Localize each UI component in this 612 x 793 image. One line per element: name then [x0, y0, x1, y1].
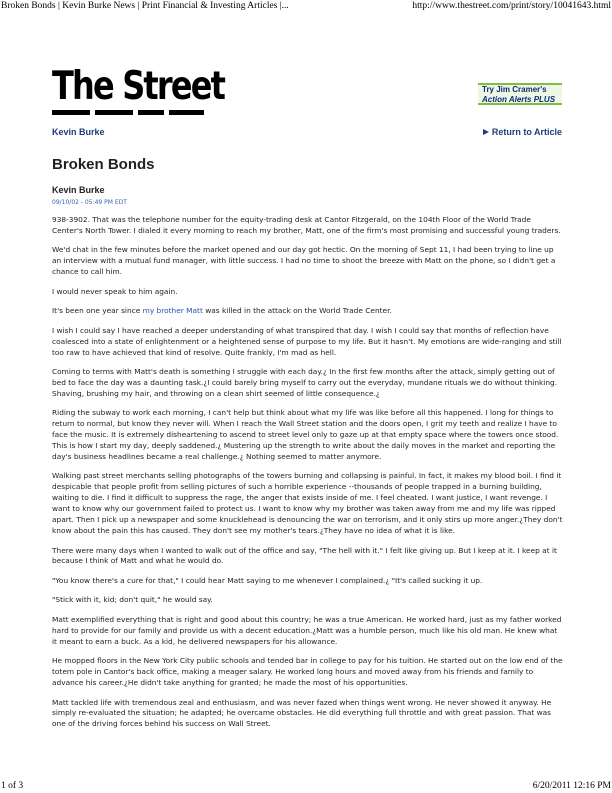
- paragraph: I would never speak to him again.: [52, 286, 178, 296]
- paragraph: Matt tackled life with tremendous zeal and enthusiasm, and was never fazed when things went wrong. He never showed it anyway. He simply re-evaluated the situation; he adapted; he overcame obstacles. He did everything full throttle and with great passion. That was one of the driving forces behind his success on Wall Street.: [52, 697, 552, 729]
- article-body: [52, 215, 564, 739]
- arrow-right-icon: [483, 129, 489, 135]
- nav-author-link[interactable]: Kevin Burke: [52, 127, 105, 137]
- paragraph-text: It's been one year since: [52, 306, 143, 316]
- paragraph: "You know there's a cure for that," I could hear Matt saying to me whenever I complained.¿ "It's called sucking it up.: [52, 575, 483, 585]
- print-footer: [0, 781, 612, 793]
- print-page-title: Broken Bonds | Kevin Burke News | Print Financial & Investing Articles |...: [1, 1, 289, 11]
- logo-bars: [52, 110, 204, 115]
- paragraph: Coming to terms with Matt's death is something I struggle with each day.¿ In the first few months after the attack, simply getting out of bed to face the day was a daunting task.¿I could barely bring myself to carry out the everyday, mundane rituals we do without thinking. Shaving, brushing my hair, and throwing on a clean shirt seemed of little consequence.¿: [52, 367, 558, 398]
- print-url: http://www.thestreet.com/print/story/10041643.html: [412, 1, 611, 11]
- logo-text: The Street: [52, 64, 225, 109]
- action-alerts-ad[interactable]: [478, 83, 562, 105]
- paragraph: "Stick with it, kid; don't quit," he would say.: [52, 595, 213, 605]
- paragraph: Walking past street merchants selling photographs of the towers burning and collapsing is painful. In fact, it makes my blood boil. I find it despicable that people profit from selling pictures of such a horrible experience --thousands of people trapped in a burning building, waiting to die. I find it difficult to suppress the rage, the anger that exists inside of me. I feel cheated. I want justice, I want revenge. I want to know why our government failed to protect us. I want to know why my brother was taken away from me and my life was ripped apart. Then I pick up a newspaper and some knucklehead is denouncing the war on terrorism, and it only stirs up more anger.¿They don't know about the pain this has caused. They don't see my mother's tears.¿They have no idea of what it is like.: [52, 471, 563, 535]
- ad-line-2: Action Alerts PLUS: [482, 95, 556, 104]
- paragraph: There were many days when I wanted to walk out of the office and say, "The hell with it." I felt like giving up. But I keep at it. I keep at it because I think of Matt and what he would do.: [52, 545, 557, 566]
- print-header: [0, 1, 612, 13]
- paragraph: Matt exemplified everything that is right and good about this country; he was a true American. He worked hard, just as my father worked hard to provide for our family and provide us with a decent education.¿Matt was a humble person, much like his old man. He knew what it meant to earn a buck. As a kid, he delivered newspapers for his allowance.: [52, 614, 562, 646]
- paragraph-text: was killed in the attack on the World Trade Center.: [202, 306, 392, 316]
- ad-line-1: Try Jim Cramer's: [482, 85, 547, 94]
- paragraph: 938-3902. That was the telephone number for the equity-trading desk at Cantor Fitzgerald, on the 104th Floor of the World Trade Center's North Tower. I dialed it every morning to reach my brother, Matt, one of the firm's most promising and successful young traders.: [52, 215, 561, 235]
- article-byline: Kevin Burke: [52, 185, 105, 195]
- page-number: 1 of 3: [1, 781, 24, 791]
- article-title: Broken Bonds: [52, 156, 155, 173]
- return-to-article-link[interactable]: [483, 127, 562, 137]
- paragraph: He mopped floors in the New York City public schools and tended bar in college to pay for his tuition. He started out on the low end of the totem pole in Cantor's back office, making a meager salary. He worked long hours and moved away from his friends and family to advance his career.¿He didn't take anything for granted; he made the most of his opportunities.: [52, 656, 563, 688]
- paragraph: We'd chat in the few minutes before the market opened and our day got hectic. On the morning of Sept 11, I had been trying to line up an interview with a mutual fund manager, with little success. I had no time to shoot the breeze with Matt on the phone, so I didn't get a chance to call him.: [52, 245, 556, 277]
- paragraph: I wish I could say I have reached a deeper understanding of what transpired that day. I wish I could say that months of reflection have coalesced into a state of enlightenment or a heightened sense of purpose to my life. But it hasn't. My emotions are wide-ranging and still too raw to have achieved that kind of resolve. Quite frankly, I'm mad as hell.: [52, 325, 562, 357]
- paragraph: Riding the subway to work each morning, I can't help but think about what my life was like before all this happened. I long for things to return to normal, but know they never will. When I reach the Wall Street station and the doors open, I grit my teeth and realize I have to face the music. It is extremely disheartening to ascend to street level only to gaze up at that empty space where the towers once stood. This is how I start my day, deeply saddened.¿ Mustering up the strength to write about the daily moves in the market and reporting the day's business headlines became a real challenge.¿ Nothing seemed to matter anymore.: [52, 408, 559, 461]
- my-brother-matt-link[interactable]: my brother Matt: [142, 306, 203, 316]
- article-date: 09/10/02 - 05:49 PM EDT: [52, 199, 127, 206]
- paragraph: [52, 306, 564, 317]
- return-to-article-label: Return to Article: [491, 127, 562, 137]
- print-timestamp: 6/20/2011 12:16 PM: [532, 781, 611, 791]
- thestreet-logo[interactable]: [52, 64, 225, 118]
